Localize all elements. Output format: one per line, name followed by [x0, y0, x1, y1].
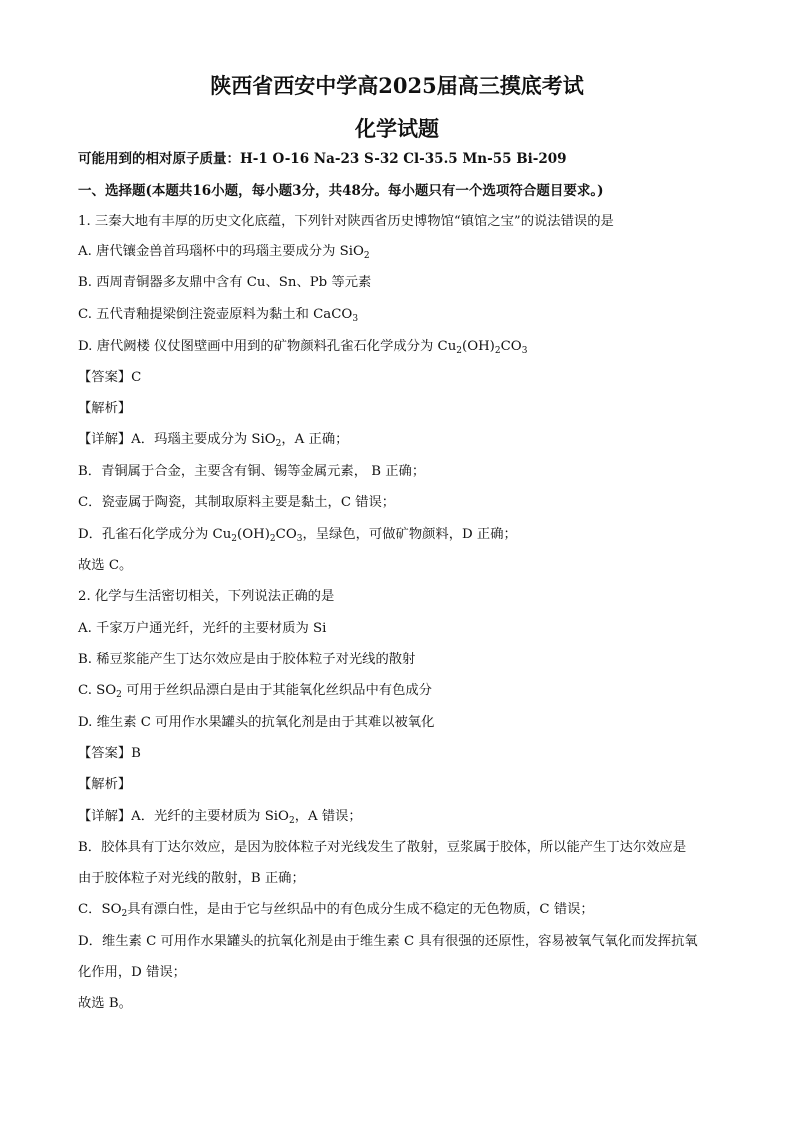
q1-stem: 1. 三秦大地有丰厚的历史文化底蕴，下列针对陕西省历史博物馆“镇馆之宝”的说法错误的是 [78, 214, 614, 229]
q2-detail-c [78, 901, 594, 919]
q2-option-a: A. 千家万户通光纤，光纤的主要材质为 Si [78, 621, 327, 636]
q1-option-d-post: CO [500, 339, 522, 354]
q2-detail-a-pre: 【详解】A．光纤的主要材质为 SiO [78, 809, 289, 824]
q2-option-c [78, 682, 432, 700]
q2-option-d: D. 维生素 C 可用作水果罐头的抗氧化剂是由于其难以被氧化 [78, 715, 435, 730]
q1-detail-d-pre: D．孔雀石化学成分为 Cu [78, 527, 232, 542]
q1-detail-c: C．瓷壶属于陶瓷，其制取原料主要是黏土，C 错误； [78, 495, 396, 510]
q1-analysis-heading: 【解析】 [78, 401, 132, 416]
q2-detail-a-sub: 2 [288, 816, 295, 826]
q1-option-d-mid: (OH) [462, 339, 495, 354]
q1-option-d-pre: D. 唐代阙楼 仪仗图壁画中用到的矿物颜料孔雀石化学成分为 Cu [78, 339, 457, 354]
q1-option-c-text: C. 五代青釉提梁倒注瓷壶原料为黏土和 CaCO [78, 307, 353, 322]
q1-option-a-text: A. 唐代镶金兽首玛瑙杯中的玛瑙主要成分为 SiO [78, 244, 364, 259]
q2-detail-c-post: 具有漂白性，是由于它与丝织品中的有色成分生成不稳定的无色物质，C 错误； [127, 902, 594, 917]
q2-conclusion: 故选 B。 [78, 996, 132, 1011]
q2-option-c-sub: 2 [116, 690, 122, 700]
q1-option-d-sub2: 2 [494, 346, 501, 356]
q1-detail-d-mid: (OH) [237, 527, 270, 542]
q2-detail-a-post: ，A 错误； [294, 809, 362, 824]
q1-detail-d-post2: ，呈绿色，可做矿物颜料，D 正确； [302, 527, 517, 542]
q1-option-c [78, 306, 358, 324]
q2-detail-b-line2: 由于胶体粒子对光线的散射，B 正确； [78, 871, 305, 886]
q1-detail-a-post: ，A 正确； [281, 432, 349, 447]
q2-option-b: B. 稀豆浆能产生丁达尔效应是由于胶体粒子对光线的散射 [78, 652, 416, 667]
q1-detail-d [78, 526, 517, 544]
q1-detail-a-sub: 2 [275, 439, 282, 449]
atomic-masses-line: 可能用到的相对原子质量：H-1 O-16 Na-23 S-32 Cl-35.5 Mn-55 Bi-209 [78, 151, 567, 167]
q1-detail-d-sub3: 3 [296, 534, 303, 544]
q1-detail-d-post1: CO [275, 527, 297, 542]
exam-title: 陕西省西安中学高2025届高三摸底考试 [210, 73, 584, 98]
q2-stem: 2. 化学与生活密切相关，下列说法正确的是 [78, 589, 335, 604]
q2-detail-c-pre: C．SO [78, 902, 122, 917]
q2-analysis-heading: 【解析】 [78, 777, 132, 792]
q1-conclusion: 故选 C。 [78, 558, 133, 573]
q2-answer: 【答案】B [78, 746, 141, 761]
q1-detail-b: B．青铜属于合金，主要含有铜、锡等金属元素， B 正确； [78, 464, 426, 479]
q1-option-d [78, 338, 527, 356]
q2-detail-c-sub: 2 [121, 909, 128, 919]
q2-detail-d-line1: D．维生素 C 可用作水果罐头的抗氧化剂是由于维生素 C 具有很强的还原性，容易被氧气氧化而发挥抗氧 [78, 934, 698, 949]
q1-option-b: B. 西周青铜器多友鼎中含有 Cu、Sn、Pb 等元素 [78, 275, 372, 290]
q2-detail-b-line1: B．胶体具有丁达尔效应，是因为胶体粒子对光线发生了散射，豆浆属于胶体，所以能产生丁达尔效应是 [78, 840, 687, 855]
section-heading: 一、选择题(本题共16小题，每小题3分，共48分。每小题只有一个选项符合题目要求。) [78, 183, 604, 199]
q1-option-d-sub1: 2 [456, 346, 462, 356]
q2-detail-d-line2: 化作用，D 错误； [78, 965, 186, 980]
q1-answer: 【答案】C [78, 370, 142, 385]
exam-subtitle: 化学试题 [355, 116, 439, 141]
q1-option-a [78, 243, 370, 261]
q2-option-c-post: 可用于丝织品漂白是由于其能氧化丝织品中有色成分 [121, 683, 432, 698]
q2-option-c-pre: C. SO [78, 683, 117, 698]
q1-detail-d-sub2: 2 [269, 534, 276, 544]
q1-detail-a [78, 431, 348, 449]
q1-option-c-sub: 3 [352, 314, 359, 324]
q1-detail-d-sub1: 2 [231, 534, 238, 544]
q2-detail-a [78, 808, 362, 826]
q1-detail-a-pre: 【详解】A．玛瑙主要成分为 SiO [78, 432, 276, 447]
q1-option-d-sub3: 3 [521, 346, 528, 356]
q1-option-a-sub: 2 [363, 251, 370, 261]
